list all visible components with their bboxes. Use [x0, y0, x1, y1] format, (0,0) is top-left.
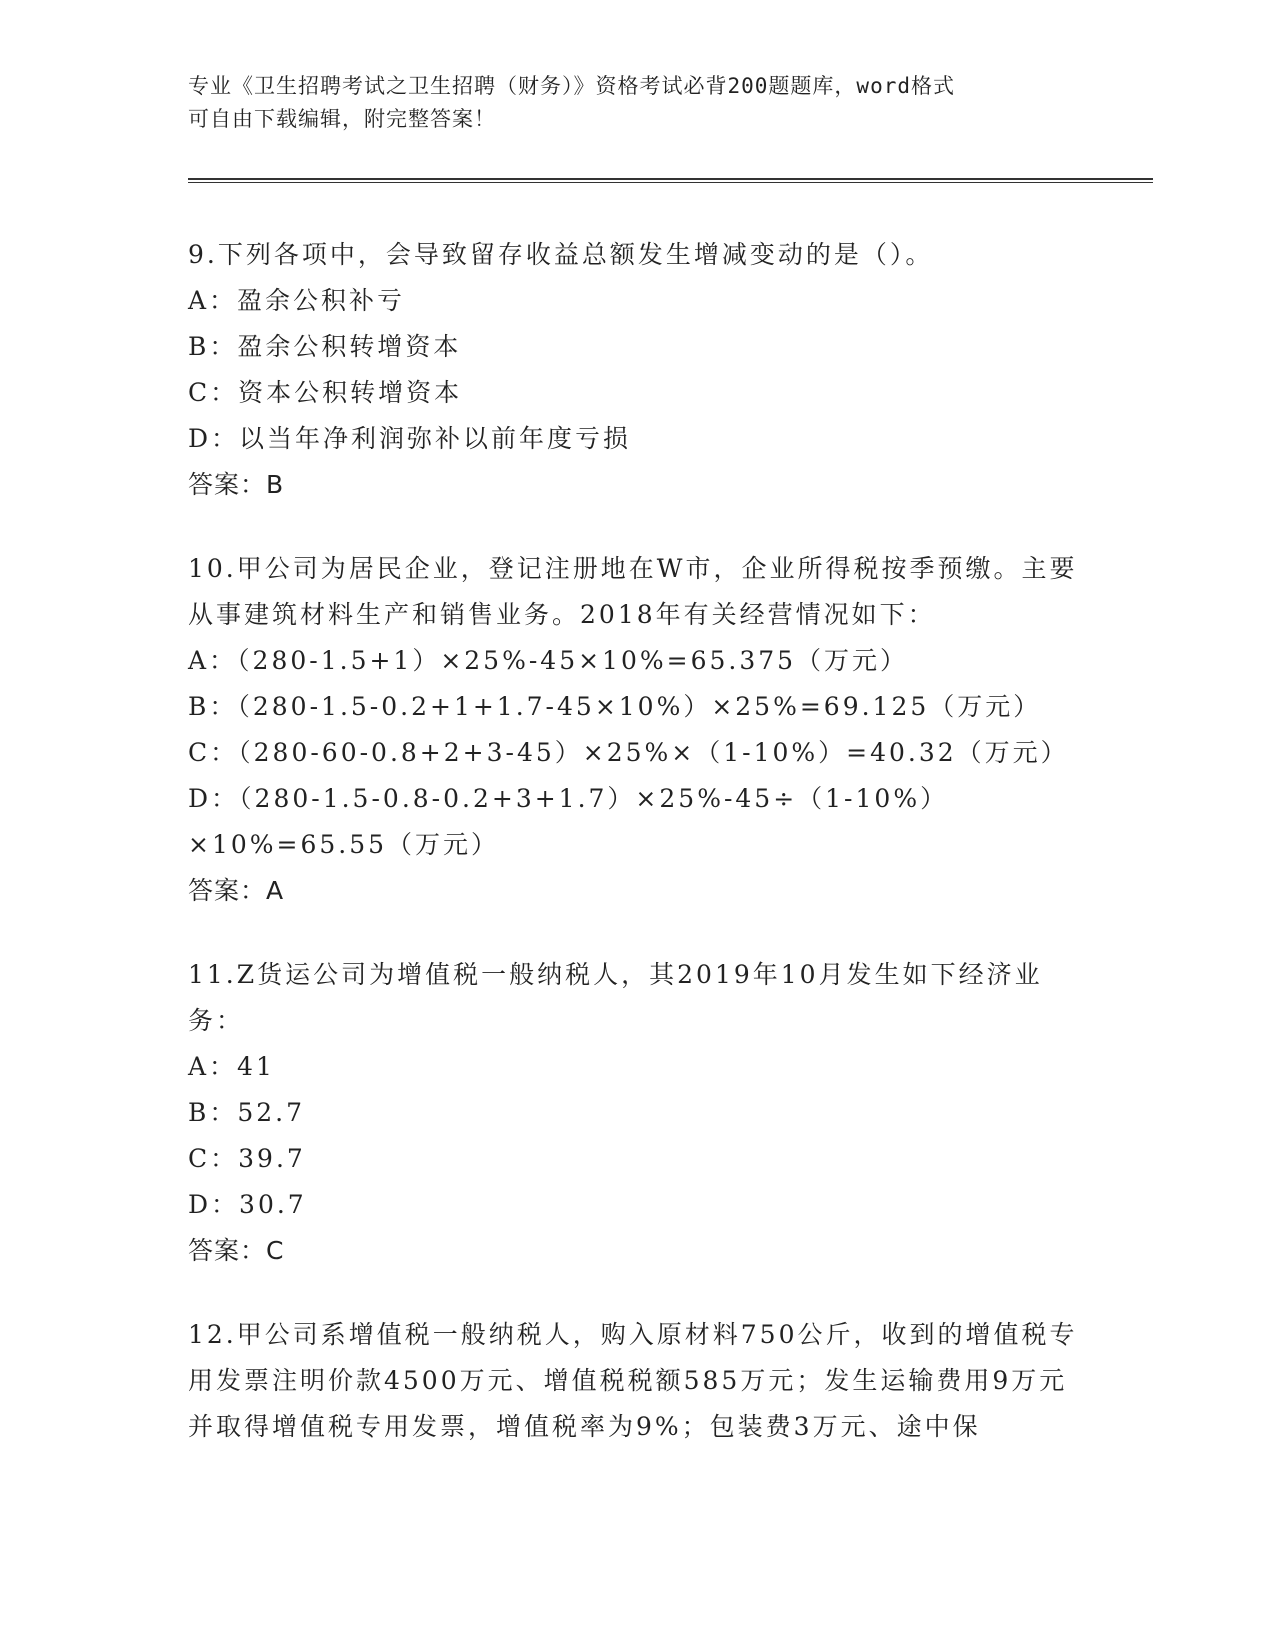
question-stem: 12.甲公司系增值税一般纳税人，购入原材料750公斤，收到的增值税专用发票注明价款4500万元、增值税税额585万元；发生运输费用9万元并取得增值税专用发票，增值税率为9%；包装费3万元、途中保: [188, 1320, 1078, 1441]
question-9: [188, 232, 1088, 508]
option-a: A：（280-1.5+1）×25%-45×10%=65.375（万元）: [188, 646, 909, 675]
option-d: D：（280-1.5-0.8-0.2+3+1.7）×25%-45÷（1-10%）×10%=65.55（万元）: [188, 784, 949, 859]
question-10: [188, 546, 1088, 914]
header-line-1: 专业《卫生招聘考试之卫生招聘（财务）》资格考试必背200题题库，word格式: [188, 74, 955, 98]
option-d: D：30.7: [188, 1190, 307, 1219]
question-stem: 9.下列各项中，会导致留存收益总额发生增减变动的是（）。: [188, 240, 934, 269]
answer-label: 答案：C: [188, 1236, 285, 1265]
document-header: [188, 70, 1068, 136]
option-a: A：41: [188, 1052, 275, 1081]
header-divider: [188, 178, 1153, 180]
option-a: A：盈余公积补亏: [188, 286, 406, 315]
question-list: [188, 232, 1088, 1488]
option-b: B：52.7: [188, 1098, 306, 1127]
question-stem: 11.Z货运公司为增值税一般纳税人，其2019年10月发生如下经济业务：: [188, 960, 1043, 1035]
option-b: B：盈余公积转增资本: [188, 332, 462, 361]
answer-label: 答案：B: [188, 470, 285, 499]
option-c: C：39.7: [188, 1144, 306, 1173]
question-11: [188, 952, 1088, 1274]
question-stem: 10.甲公司为居民企业，登记注册地在W市，企业所得税按季预缴。主要从事建筑材料生产和销售业务。2018年有关经营情况如下：: [188, 554, 1078, 629]
header-divider-thin: [188, 182, 1153, 183]
option-b: B：（280-1.5-0.2+1+1.7-45×10%）×25%=69.125（万元）: [188, 692, 1042, 721]
question-12: [188, 1312, 1088, 1450]
option-c: C：（280-60-0.8+2+3-45）×25%×（1-10%）=40.32（万元）: [188, 738, 1069, 767]
option-c: C：资本公积转增资本: [188, 378, 463, 407]
answer-label: 答案：A: [188, 876, 285, 905]
option-d: D：以当年净利润弥补以前年度亏损: [188, 424, 632, 453]
header-line-2: 可自由下载编辑，附完整答案！: [188, 107, 496, 131]
